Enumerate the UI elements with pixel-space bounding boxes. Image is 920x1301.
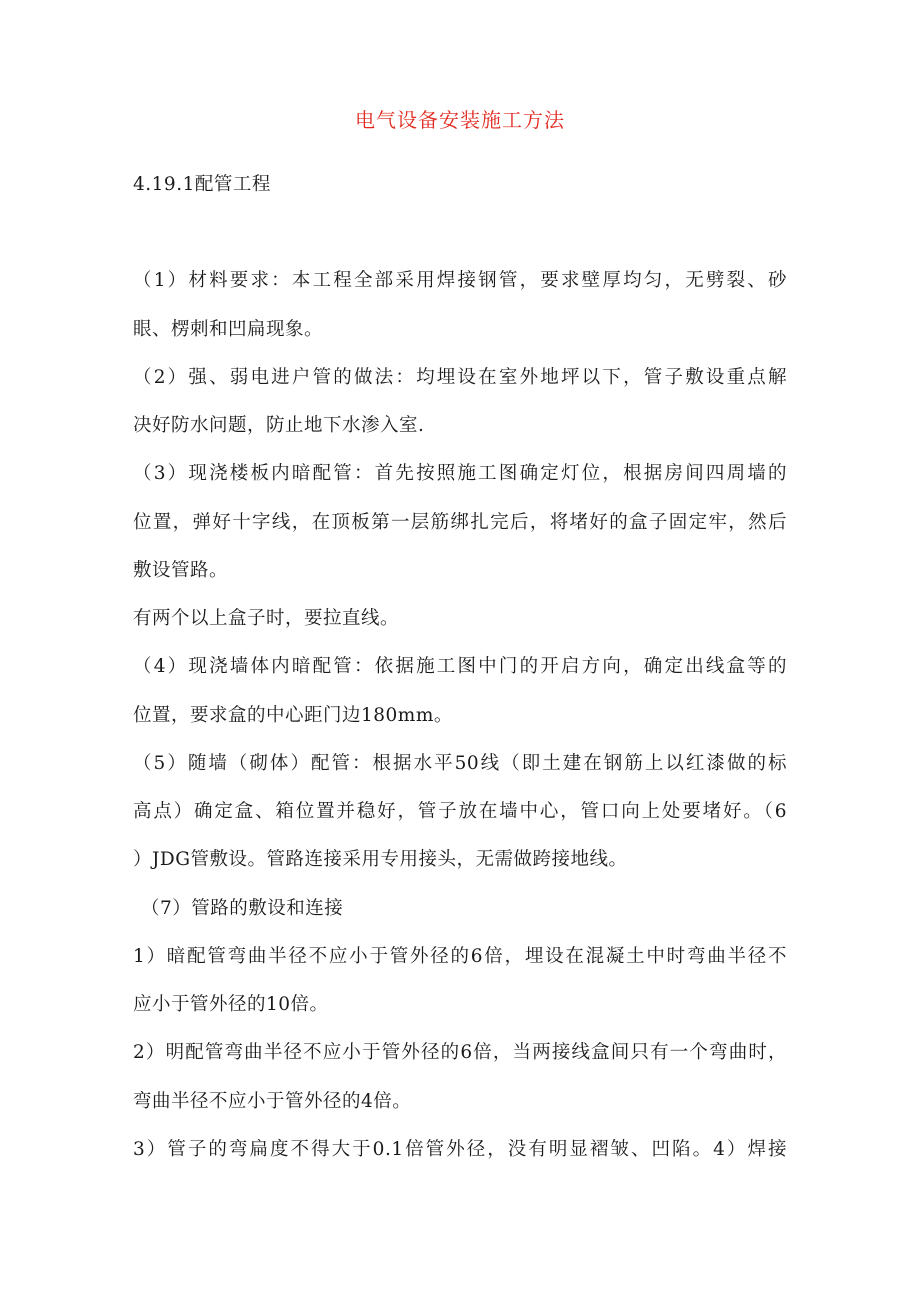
paragraph-line: （7）管路的敷设和连接: [141, 898, 344, 919]
paragraph-line: 眼、楞刺和凹扁现象。: [133, 319, 324, 340]
paragraph-line: 敷设管路。: [133, 560, 229, 581]
paragraph-line: （5）随墙（砌体）配管：根据水平50线（即土建在钢筋上以红漆做的标: [133, 753, 787, 774]
paragraph-line: 决好防水问题，防止地下水渗入室.: [133, 415, 425, 436]
paragraph-line: 位置，要求盒的中心距门边180mm。: [133, 705, 453, 726]
paragraph-line: （4）现浇墙体内暗配管：依据施工图中门的开启方向，确定出线盒等的: [133, 656, 787, 677]
paragraph-line: 应小于管外径的10倍。: [133, 994, 329, 1015]
paragraph-line: 弯曲半径不应小于管外径的4倍。: [133, 1091, 412, 1112]
paragraph-line: 3）管子的弯扁度不得大于0.1倍管外径，没有明显褶皱、凹陷。4）焊接: [133, 1139, 787, 1160]
paragraph-line: 有两个以上盒子时，要拉直线。: [133, 608, 400, 629]
paragraph-line: 高点）确定盒、箱位置并稳好，管子放在墙中心，管口向上处要堵好。（6: [133, 801, 787, 822]
paragraph-line: （2）强、弱电进户管的做法：均埋设在室外地坪以下，管子敷设重点解: [133, 367, 787, 388]
paragraph-line: （3）现浇楼板内暗配管：首先按照施工图确定灯位，根据房间四周墙的: [133, 463, 787, 484]
section-heading: 4.19.1配管工程: [133, 174, 271, 195]
document-title: 电气设备安装施工方法: [355, 108, 565, 132]
paragraph-line: （1）材料要求：本工程全部采用焊接钢管，要求壁厚均匀，无劈裂、砂: [133, 270, 787, 291]
paragraph-line: 1）暗配管弯曲半径不应小于管外径的6倍，埋设在混凝土中时弯曲半径不: [133, 946, 787, 967]
paragraph-line: 2）明配管弯曲半径不应小于管外径的6倍，当两接线盒间只有一个弯曲时，: [133, 1042, 787, 1063]
paragraph-line: ）JDG管敷设。管路连接采用专用接头，无需做跨接地线。: [133, 849, 628, 870]
paragraph-line: 位置，弹好十字线，在顶板第一层筋绑扎完后，将堵好的盒子固定牢，然后: [133, 512, 787, 533]
